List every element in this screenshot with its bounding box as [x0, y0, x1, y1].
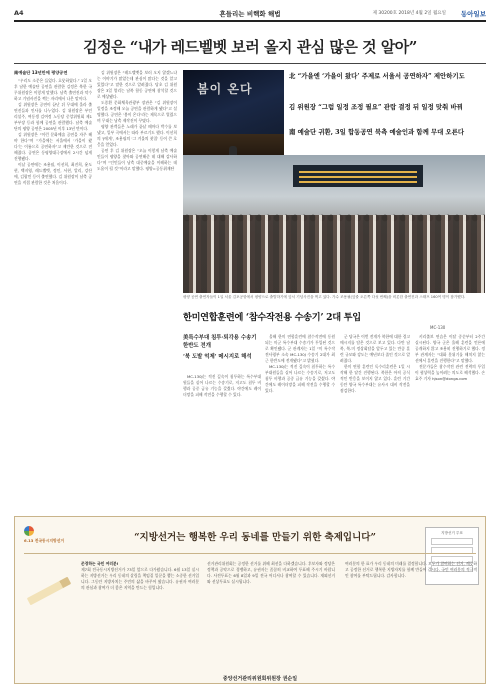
article1-column-1: [14, 70, 92, 506]
election-logo: [24, 526, 84, 543]
article2-paragraph: MC-130J는 적진 깊숙이 침투하는 특수부대원들을 실어 나르는 수송기로, 저고도 침투 비행과 공중 급유 기능을 갖췄다. 야간에도 레이더망을 피해 작전을 수행할 수 있다.: [265, 364, 335, 393]
article2-column-1: [265, 334, 335, 510]
headline-divider: [14, 63, 486, 64]
ballot-label: 지방선거 투표: [441, 531, 463, 535]
issue-info: 제 30200호 2018년 4월 2일 월요일: [372, 11, 446, 16]
article2-subheadline: 美특수부대 침투·퇴각용 수송기 한반도 전개: [183, 335, 257, 349]
newspaper-brand: 동아일보: [460, 10, 486, 18]
ad-column-3: [345, 561, 477, 671]
ad-body-text: 제7회 전국동시지방선거가 73일 앞으로 다가왔습니다. 6월 13일 실시하는 지방선거는 우리 동네의 살림을 책임질 일꾼을 뽑는 소중한 선거입니다. 그동안 지방자치는 주민의 삶을 바꾸어 왔습니다. 유권자 여러분의 관심과 참여가 더 좋은 지역을 만드는 힘입니다.: [81, 567, 199, 590]
election-logo-icon: [24, 526, 34, 536]
ad-body-text: 선거관리위원회는 공정한 선거를 위해 최선을 다하겠습니다. 후보자와 정당은 정책과 공약으로 경쟁하고, 유권자는 꼼꼼히 비교하여 투표해 주시기 바랍니다. 사전투표는 6월 8일과 9일 전국 어디서나 참여할 수 있습니다. 재외선거와 선상투표도 실시됩니다.: [207, 561, 335, 584]
concert-photo-title: 봄이 온다: [197, 82, 253, 96]
article2-paragraph: 키리졸브 연습은 이달 중순부터 2주간 실시된다. 양국 군은 올해 훈련을 언론에 공개하지 않고 조용히 진행하기로 했다. 정부 관계자는 “대화 분위기를 해치지 않는 선에서 훈련을 진행한다”고 말했다.: [415, 334, 485, 363]
article2-column-0: [183, 374, 261, 510]
ad-signer: 중앙선거관리위원회위원장 권순일: [222, 676, 298, 682]
ad-divider: [24, 553, 476, 554]
ad-column-1: [81, 561, 199, 671]
article2-paragraph: MC-130J는 적진 깊숙이 침투하는 특수부대원들을 실어 나르는 수송기로, 저고도 침투 비행과 공중 급유 기능을 갖췄다. 야간에도 레이더망을 피해 작전을 수행할 수 있다.: [183, 374, 261, 397]
article2-paragraph: 전문가들은 참수작전 관련 전력의 투입이 협상력을 높이려는 의도로 해석했다. 손효주 기자 hjson@donga.com: [415, 364, 485, 381]
main-headline: 김정은 “내가 레드벨벳 보러 올지 관심 많은 것 알아”: [83, 38, 417, 56]
pull-quote: 南 예술단 귀환, 3일 합동공연 북측 예술인과 함께 무대 오른다: [289, 128, 465, 136]
article2-headline-sub: MC-130: [430, 325, 446, 330]
ad-greeting: 존경하는 국민 여러분!: [81, 561, 119, 566]
ad-body-text: 여러분의 한 표가 우리 동네의 미래를 결정합니다. 모두가 참여하는 선거, 깨끗하고 공정한 선거로 행복한 지방자치를 함께 만들어 갑시다. 국민 여러분의 적극적인 참여를 부탁드립니다. 감사합니다.: [345, 561, 477, 578]
article1-paragraph: 김 위원장은 “이런 문화예술 공연을 자주 해야 한다”며 “가을에는 서울에서 ‘가을이 왔다’는 이름으로 공연하자”고 제안한 것으로 전해졌다. 공연은 동평양대극장에서 2시간 넘게 진행됐다.: [14, 132, 92, 161]
page-number: A4: [14, 9, 24, 17]
group-photo: [183, 155, 485, 293]
article1-paragraph: 도종환 문화체육관광부 장관은 “김 위원장이 일정을 조정해 오늘 공연을 관람하게 됐다”고 설명했다. 공연은 ‘봄이 온다’라는 제목으로 열렸으며 무대는 남측 제작진이 꾸몄다.: [97, 100, 177, 123]
article1-paragraph: 평양 관객들은 노래가 끝날 때마다 박수를 보냈고, 일부 곡에서는 따라 부르기도 했다. 이선희의 ‘J에게’, 조용필의 ‘그 겨울의 찻집’ 등이 큰 호응을 얻었다.: [97, 124, 177, 147]
article2-paragraph: 한미 연합 훈련인 독수리훈련은 1일 시작해 한 달간 진행된다. 북한은 아직 공식적인 반응을 보이지 않고 있다. 훈련 기간 동안 양국 특수부대는 유사시 대비 작전을 점검한다.: [340, 364, 410, 393]
article2-subheadline: ‘북 도발 억제’ 메시지로 해석: [183, 354, 252, 360]
article1-paragraph: “우리도 소문은 들었다. 흐뭇하였다.” 1일 오후 남한 예술단 공연을 관람한 김정은 북한 국무위원장은 이렇게 말했다. 남측 출연진과 악수하고 기념사진을 찍는 자리에서 나온 말이다.: [14, 78, 92, 101]
article1-byline: 南예술단 13년만에 평양공연: [14, 70, 68, 75]
masthead: [14, 8, 486, 22]
pencil-icon: [27, 577, 71, 606]
group-photo-caption: 평양 공연 출연자들이 1일 서울 김포공항에서 평양으로 출발하기에 앞서 기념사진을 찍고 있다. 가수 조용필(앞줄 오른쪽 다섯 번째)을 비롯한 출연진과 스태프 160여 명이 참가했다.: [183, 295, 466, 299]
article1-paragraph: 김 위원장은 “레드벨벳을 보러 오지 않겠느냐는 이야기가 많았는데 관심이 많다는 것을 알고 있었다”고 말한 것으로 알려졌다. 당초 김 위원장은 3일 열리는 남북 합동 공연에 참석할 것으로 예상됐다.: [97, 70, 177, 99]
article1-paragraph: 이날 공연에는 조용필, 이선희, 최진희, 윤도현, 백지영, 레드벨벳, 정인, 서현, 알리, 강산에, 김광민 등이 출연했다. 김 위원장이 남측 공연을 직접 관람한 것은 처음이다.: [14, 162, 92, 185]
article1-paragraph: 김 위원장은 공연이 끝난 뒤 무대에 올라 출연진들과 인사를 나누었다. 김 위원장은 부인 리설주, 여동생 김여정 노동당 중앙위원회 제1부부장 등과 함께 공연을 관람했다. 남측 예술단의 평양 공연은 2005년 이후 13년 만이다.: [14, 102, 92, 131]
article2-paragraph: 올해 한미 연합훈련에 참수작전에 동원되는 미군 특수부대 수송기가 투입된 것으로 확인됐다. 군 관계자는 1일 “미 특수작전사령부 소속 MC-130J 수송기 2대가 최근 한반도에 전개됐다”고 밝혔다.: [265, 334, 335, 363]
article1-paragraph: 공연 후 김 위원장은 “오늘 이렇게 남측 예술인들이 평양을 찾아와 공연해준 데 대해 감사하다”며 “인민들이 남측 대중예술을 이해하는 데 도움이 될 것”이라고 말했다. 평양=공동취재단: [97, 148, 177, 171]
election-logo-text: 6.13 전국동시지방선거: [24, 538, 65, 543]
article1-column-2: [97, 70, 177, 506]
article2-headline: 한미연합훈련에 ‘참수작전용 수송기’ 2대 투입: [183, 312, 361, 323]
crowd-figures: [183, 215, 485, 293]
pull-quote: 김 위원장 “그럼 일정 조정 필요” 관람 결정 뒤 일정 맞춰 바꿔: [289, 103, 463, 111]
departure-board: [293, 165, 423, 187]
article2-paragraph: 군 당국은 이번 전개가 북한에 대한 경고 메시지를 담은 것으로 보고 있다. 다만 남북, 북-미 정상회담을 앞두고 있는 만큼 훈련 규모와 강도는 예년보다 줄인 것으로 알려졌다.: [340, 334, 410, 363]
section-title: 흔들리는 비핵화 해법: [219, 10, 281, 18]
article2-column-3: [415, 334, 485, 510]
article2-column-2: [340, 334, 410, 510]
ballot-cell: [431, 538, 473, 545]
ad-column-2: [207, 561, 335, 671]
ad-slogan: “지방선거는 행복한 우리 동네를 만들기 위한 축제입니다”: [134, 532, 376, 543]
election-advertisement: [14, 516, 486, 684]
pull-quote: 北 “가을엔 ‘가을이 왔다’ 주제로 서울서 공연하자” 제안하기도: [289, 72, 465, 80]
